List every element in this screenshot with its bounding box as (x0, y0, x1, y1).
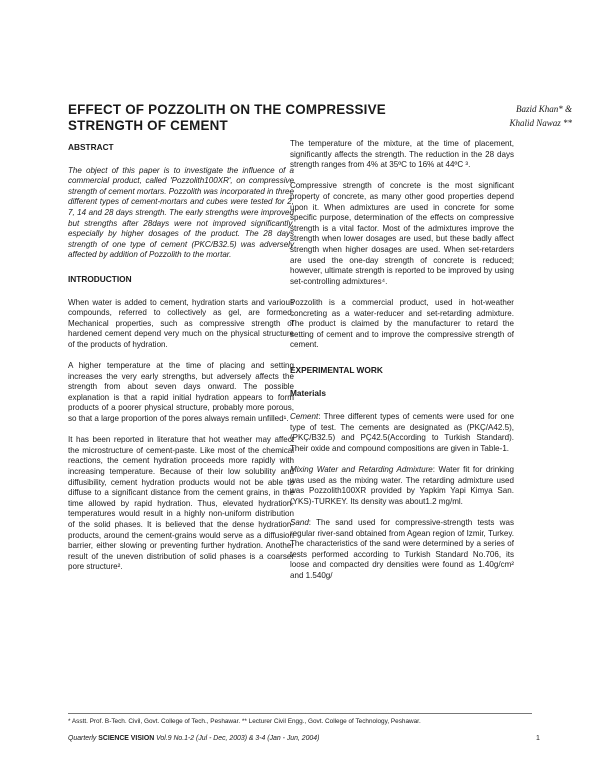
cement-text: : Three different types of cements were used for one type of test. The cements are designated as (PKÇ/A42.5), (PKÇ/B32.5) and PÇ42.5(According to Turkish Standard). Their oxide and compound compositions are given in Table-1. (290, 412, 514, 453)
intro-paragraph-4: The temperature of the mixture, at the time of placement, significantly affects the strength. The reduction in the 28 days strength ranges from 4% at 35ºC to 16% at 44ºC ³. (290, 139, 514, 170)
intro-paragraph-3: It has been reported in literature that hot weather may affect the microstructure of cement-paste. Like most of the chemical reactions, the cement hydration proceeds more rapidly with increasing temperature. Because of their low solubility and diffusibility, cement hydration products would not be able to diffuse to a significant distance from the cement grains, in the time allowed by rapid hydration. Thus, elevated hydration-temperatures would result in a highly non-uniform distribution of the solid phases. It is believed that the dense hydration-products, around the cement-grains would serve as a diffusion barrier, either slowing or preventing further hydration. Another result of the uneven distribution of solid phases is a coarser pore structure². (68, 435, 294, 572)
right-column (290, 139, 514, 592)
author-1: Bazid Khan* & (515, 104, 572, 114)
authors (452, 102, 572, 130)
intro-paragraph-6: Pozzolith is a commercial product, used in hot-weather concreting as a water-reducer and set-retarding admixture. The product is claimed by the manufacturer to retard the setting of cement and to improve the compressive strength of cement. (290, 297, 514, 350)
intro-paragraph-1: When water is added to cement, hydration starts and various compounds, referred to collectively as gel, are formed. Mechanical properties, such as compressive strength of hardened cement depend very much on the physical structure of the products of hydration. (68, 297, 294, 349)
abstract-heading: ABSTRACT (68, 142, 114, 152)
intro-paragraph-5: Compressive strength of concrete is the most significant property of concrete, as many other good properties depend upon it. When admixtures are used in concrete for some specific purpose, determination of the effects on compressive strength is a vital factor. Most of the admixtures improve the strength when lower dosages are used, but these badly affect strength when higher dosages are used. When set-retarders are used the one-day strength of concrete is reduced; however, ultimate strength is reported to be improved by using set-controlling admixtures⁴. (290, 181, 514, 286)
journal-prefix: Quarterly (68, 735, 97, 742)
author-2: Khalid Nawaz ** (509, 118, 572, 128)
paper-title: EFFECT OF POZZOLITH ON THE COMPRESSIVE STRENGTH OF CEMENT (68, 102, 386, 133)
intro-paragraph-2: A higher temperature at the time of placing and setting increases the very early strengths, but adversely affects the strength from about seven days onward. The possible explanation is that a rapid initial hydration appears to form products of a poorer physical structure, probably more porous, so that a large proportion of the pores always remain unfilled¹. (68, 361, 294, 424)
cement-lead: Cement (290, 412, 319, 422)
journal-name: SCIENCE VISION (98, 735, 155, 742)
journal-issue: Vol.9 No.1-2 (Jul - Dec, 2003) & 3-4 (Jan - Jun, 2004) (156, 735, 320, 742)
journal-line (68, 735, 468, 742)
water-paragraph (290, 465, 514, 507)
sand-text: : The sand used for compressive-strength tests was regular river-sand obtained from Agean region of Izmir, Turkey. The characteristics of the sand were determined by a series of tests performed according to Turkish Standard No.706, its loose and compacted dry densities were found as 1.40g/cm² and 1.540g/ (290, 518, 514, 580)
introduction-heading: INTRODUCTION (68, 273, 132, 284)
author-footnote: * Asstt. Prof. B-Tech. Civil, Govt. College of Tech., Peshawar. ** Lecturer Civil Engg., Govt. College of Technology, Peshawar. (68, 718, 421, 725)
materials-heading: Materials (290, 388, 326, 399)
water-text: : Water fit for drinking was used as the mixing water. The retarding admixture used was Pozzolith100XR provided by Yapkim Yapi Kimya San.(YKS)-TURKEY. Its density was about1.2 mg/ml. (290, 465, 514, 506)
footnote-divider (68, 713, 532, 714)
page-number: 1 (536, 735, 540, 742)
abstract-text: The object of this paper is to investigate the influence of a commercial product, called 'Pozzolith100XR', on compressive strength of cement mortars. Pozzolith was incorporated in three different types of cement-mortars and cubes were tested for 2, 7, 14 and 28 days strength. The early strengths were improved but strengths after 28days were not improved significantly, especially by higher dosages of the product. The 28 days strength of one type of cement (PKC/B32.5) was adversely affected by addition of Pozzolith to the mortar. (68, 165, 294, 260)
cement-paragraph (290, 412, 514, 454)
sand-paragraph (290, 518, 514, 582)
experimental-heading: EXPERIMENTAL WORK (290, 364, 383, 375)
left-column (68, 142, 294, 584)
sand-lead: Sand (290, 518, 309, 527)
water-lead: Mixing Water and Retarding Admixture (290, 465, 433, 475)
